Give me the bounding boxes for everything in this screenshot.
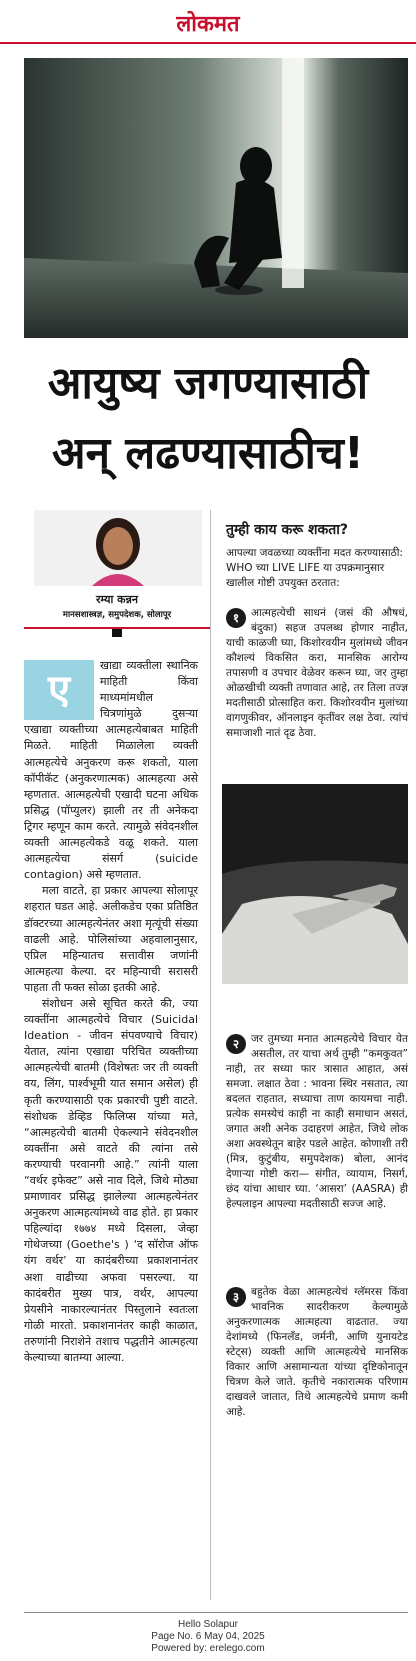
dropcap: ए	[24, 660, 94, 720]
tip-item	[226, 1032, 408, 1212]
article-paragraph: खाद्या व्यक्तीला स्थानिक माहिती किंवा माध्यमांमधील चित्रणांमुळे दुसऱ्या एखाद्या व्यक्तीच्या आत्महत्येबाबत माहिती मिळते. माहिती मिळालेला व्यक्ती आत्महत्येचे अनुकरण करू शकतो, याला कॉपीकॅट (अनुकरणात्मक) आत्महत्या असे म्हणतात. आत्महत्येची एखादी घटना अधिक प्रसिद्ध (पॉप्युलर) झाली तर ती अनेकदा ट्रिगर म्हणून काम करते. त्यामुळे संवेदनशील व्यक्ती आत्महत्येकडे वळू शकते. याला आत्महत्येचा संसर्ग (suicide contagion) असे म्हणतात.	[24, 659, 198, 882]
tip-number-badge: २	[226, 1034, 246, 1054]
author-divider-tab	[112, 629, 122, 637]
masthead	[0, 0, 416, 44]
article-paragraph: मला वाटते, हा प्रकार आपल्या सोलापूर शहरात घडत आहे. अलीकडेच एका प्रतिष्ठित डॉक्टरच्या आत्महत्येनंतर अशा मृत्यूंची संख्या वाढली आहे. पोलिसांच्या अहवालानुसार, एप्रिल महिन्यातच सत्तावीस जणांनी आत्महत्या केल्या. दर महिन्याची सरासरी पाहता ती फक्त सोळा इतकी आहे.	[24, 884, 198, 994]
tip-item	[226, 1285, 408, 1420]
footer-divider	[24, 1612, 408, 1613]
sidebar-intro: आपल्या जवळच्या व्यक्तींना मदत करण्यासाठी: WHO च्या LIVE LIFE या उपक्रमानुसार खालील गोष्टी उपयुक्त ठरतात:	[226, 547, 403, 589]
tip-number-badge: ३	[226, 1287, 246, 1307]
tip-text: आत्महत्येची साधनं (जसं की औषधं, बंदुका) सहज उपलब्ध होणार नाहीत, याची काळजी घ्या, किशोरवयीन मुलांमध्ये जीवन कौशल्यं विकसित करा, मानसिक आरोग्य तपासणी व उपचार वेळेवर करून घ्या, जर तुम्हा ओळखीची व्यक्ती तणावात आहे, तर तिला तज्ज्ञ मदतीसाठी प्रोत्साहित करा. किशोरवयीन मुलांच्या वागणुकीवर, ऑनलाइन कृतींवर लक्ष ठेवा. त्यांचं समाजाशी नातं दृढ ठेवा.	[226, 607, 408, 739]
author-title: मानसशास्त्रज्ञ, समुपदेशक, सोलापूर	[62, 610, 172, 620]
footer-page-date: Page No. 6 May 04, 2025	[151, 1631, 265, 1642]
author-photo	[34, 510, 202, 586]
tip-text: बहुतेक वेळा आत्महत्येचं ग्लॅमरस किंवा भावनिक सादरीकरण केल्यामुळे अनुकरणात्मक आत्महत्या वाढतात. ज्या देशांमध्ये (फिनलँड, जर्मनी, आणि युनायटेड स्टेट्स) व्यक्ती आणि आत्महत्येचे मानसिक विकार आणि असामान्यता यांच्या दृष्टिकोनातून चित्रण केले जाते. कृतीचे नकारात्मक परिणाम दाखवले जातात, तिथे आत्महत्येचे प्रमाण कमी आहे.	[226, 1286, 408, 1418]
tip-text: जर तुमच्या मनात आत्महत्येचे विचार येत असतील, तर याचा अर्थ तुम्ही “कमकुवत” नाही, तर सध्या फार त्रासात आहात, असं समजा. लक्षात ठेवा : भावना स्थिर नसतात, त्या बदलत राहतात, सध्याचा ताण कायमचा नाही. प्रत्येक समस्येचं काही ना काही समाधान असतं, जगात अशी अनेक उदाहरणं आहेत, जिथे लोक अशा अवस्थेतून बाहेर पडले आहेत. कोणाशी तरी (मित्र, कुटुंबीय, समुपदेशक) बोला, आनंद देणाऱ्या गोष्टी करा— संगीत, व्यायाम, निसर्ग, छंद यांचा आधार घ्या. ‘आसरा’ (AASRA) ही हेल्पलाइन आपल्या मदतीसाठी सज्ज आहे.	[226, 1033, 408, 1210]
headline-line-1: आयुष्य जगण्यासाठी	[47, 358, 369, 409]
article-paragraph: संशोधन असे सूचित करते की, ज्या व्यक्तींना आत्महत्येचे विचार (Suicidal Ideation - जीवन संपवण्याचे विचार) येतात, त्यांना एखाद्या परिचित व्यक्तीच्या आत्महत्येची बातमी (विशेषतः जर ती व्यक्ती वय, लिंग, पार्श्वभूमी यात समान असेल) ही कृती करण्यासाठी एक प्रकारची पुष्टी वाटते. संशोधक डेव्हिड फिलिप्स यांच्या मते, “आत्महत्येची बातमी ऐकल्याने संवेदनशील व्यक्तींना असे वाटते की त्यांना तसे करण्याची परवानगी आहे.” त्यांनी याला “वर्थर इफेक्ट” असे नाव दिले, जिथे मोठ्या प्रमाणावर प्रसिद्ध झालेल्या आत्महत्येनंतर अनुकरण आत्महत्यांमध्ये वाढ होते. हा प्रकार पहिल्यांदा १७७४ मध्ये दिसला, जेव्हा गोथेजच्या (Goethe's ) ‘द सॉरोज ऑफ यंग वर्थर’ या कादंबरीच्या प्रकाशनानंतर अशा वाढीच्या अफवा पसरल्या. या कादंबरीत मुख्य पात्र, वर्थर, आपल्या प्रेयसीने नाकारल्यानंतर पिस्तुलाने स्वतःला गोळी मारतो. प्रकाशनानंतर काही काळात, तरुणांनी निराशेने तशाच पद्धतीने आत्महत्या केल्याच्या बातम्या आल्या.	[24, 996, 198, 1365]
lokmat-logo: लोकमत	[176, 11, 240, 37]
footer-publication: Hello Solapur	[177, 1619, 239, 1630]
headline-line-2: अन् लढण्यासाठीच!	[52, 428, 364, 479]
footer-powered-by: Powered by: erelego.com	[151, 1643, 265, 1654]
column-divider	[210, 510, 211, 1600]
sidebar-heading: तुम्ही काय करू शकता?	[226, 522, 349, 538]
hero-image-sitting-person	[24, 58, 408, 338]
tip-number-badge: १	[226, 608, 246, 628]
hand-on-floor-image	[222, 784, 408, 984]
tip-item	[226, 606, 408, 741]
author-name: रम्या कन्नन	[96, 593, 138, 606]
article-body	[24, 658, 198, 1366]
